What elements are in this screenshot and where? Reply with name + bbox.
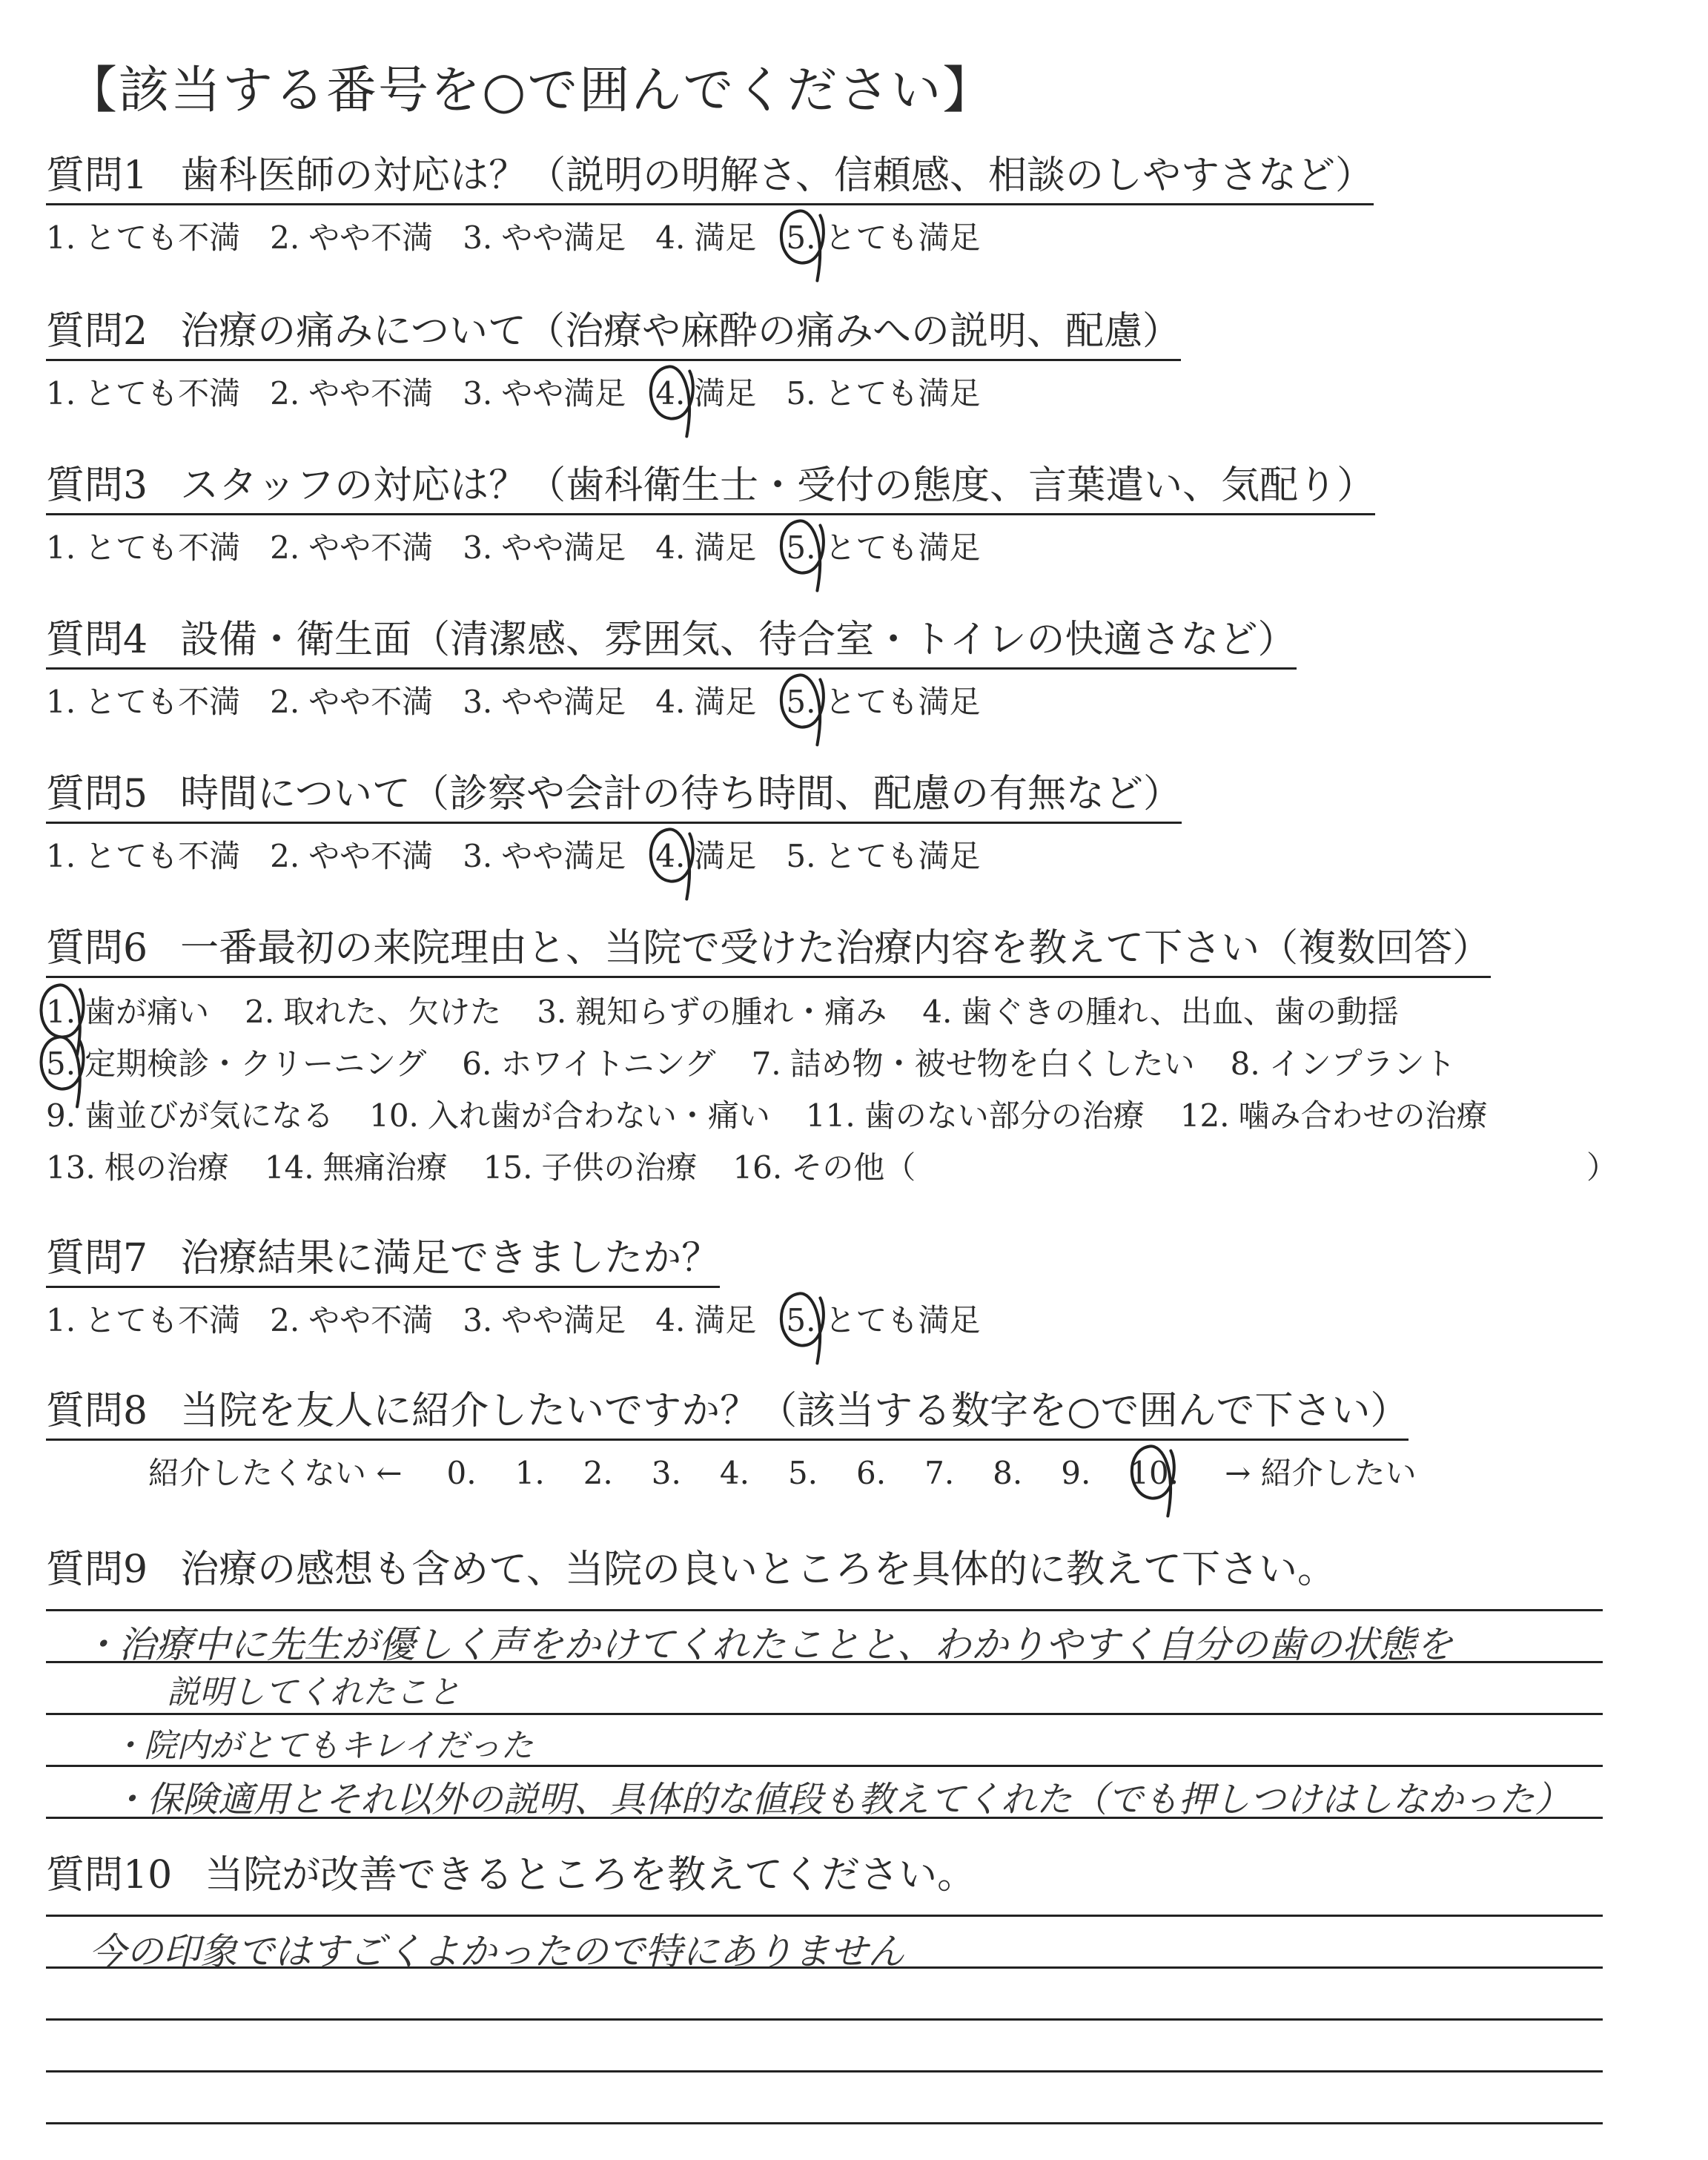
- option-label: やや満足: [501, 838, 626, 874]
- option-1[interactable]: [46, 988, 209, 1032]
- option-4[interactable]: [922, 988, 1399, 1032]
- option-number: 5.: [786, 1302, 816, 1338]
- option-4[interactable]: [655, 369, 756, 414]
- option-label: やや不満: [308, 529, 434, 566]
- question-number: 質問4: [46, 618, 148, 662]
- answer-line: [46, 2018, 1603, 2021]
- option-4[interactable]: [655, 832, 756, 876]
- scale-option-7[interactable]: 7.: [924, 1455, 955, 1491]
- option-number: 1.: [46, 684, 76, 720]
- handwritten-answer: 今の印象ではすごくよかったので特にありません: [89, 1930, 904, 1973]
- question-number: 質問6: [46, 926, 148, 971]
- option-number: 3.: [463, 1302, 493, 1338]
- option-number: 2.: [245, 994, 275, 1030]
- option-14[interactable]: [265, 1143, 448, 1188]
- option-5[interactable]: [786, 214, 980, 258]
- question-6-heading: [46, 927, 1491, 978]
- question-number: 質問10: [46, 1853, 173, 1898]
- option-label: 歯が痛い: [85, 994, 210, 1030]
- option-number: 3.: [463, 684, 493, 720]
- question-text: 当院を友人に紹介したいですか？（該当する数字を○で囲んで下さい）: [180, 1389, 1409, 1433]
- answer-line: [46, 1609, 1603, 1611]
- option-number: 4.: [922, 994, 953, 1030]
- option-number: 2.: [270, 1302, 300, 1338]
- question-8-heading: [46, 1390, 1409, 1441]
- question-number: 質問8: [46, 1389, 148, 1433]
- option-label: やや不満: [308, 375, 434, 412]
- option-3[interactable]: [537, 988, 887, 1032]
- handwritten-answer: 説明してくれたこと: [167, 1674, 460, 1711]
- option-number: 5.: [786, 684, 816, 720]
- question-4-options: [46, 678, 1010, 722]
- question-text: 時間について（診察や会計の待ち時間、配慮の有無など）: [180, 772, 1182, 816]
- option-label: やや不満: [308, 838, 434, 874]
- option-label: 無痛治療: [322, 1149, 448, 1186]
- option-number: 5.: [786, 375, 816, 412]
- scale-option-9[interactable]: 9.: [1061, 1455, 1091, 1491]
- question-6-options-row: [46, 1091, 1523, 1136]
- question-6-options-row: [46, 1143, 951, 1188]
- option-10[interactable]: [369, 1091, 770, 1136]
- option-1[interactable]: [46, 1296, 240, 1341]
- option-label: やや満足: [501, 1302, 626, 1338]
- question-9-heading: [46, 1548, 1336, 1597]
- option-label: インプラント: [1268, 1046, 1456, 1082]
- option-15[interactable]: [483, 1143, 698, 1188]
- option-number: 12.: [1179, 1097, 1230, 1134]
- option-1[interactable]: [46, 369, 240, 414]
- option-4[interactable]: [655, 1296, 756, 1341]
- option-number: 3.: [463, 375, 493, 412]
- question-text: 一番最初の来院理由と、当院で受けた治療内容を教えて下さい（複数回答）: [180, 926, 1492, 971]
- option-label: とても不満: [85, 219, 241, 256]
- option-label: やや不満: [308, 219, 434, 256]
- option-3[interactable]: [463, 1296, 626, 1341]
- question-text: 歯科医師の対応は？（説明の明解さ、信頼感、相談のしやすさなど）: [180, 153, 1374, 198]
- option-2[interactable]: [270, 1296, 433, 1341]
- option-number: 2.: [270, 838, 300, 874]
- option-label: とても満足: [824, 838, 981, 874]
- option-1[interactable]: [46, 678, 240, 722]
- option-5[interactable]: [786, 678, 980, 722]
- option-number: 1.: [46, 219, 76, 256]
- option-7[interactable]: [752, 1040, 1195, 1084]
- option-2[interactable]: [270, 678, 433, 722]
- option-9[interactable]: [46, 1091, 334, 1136]
- option-label: とても満足: [824, 1302, 981, 1338]
- option-number: 7.: [751, 1046, 781, 1082]
- option-16[interactable]: [732, 1143, 916, 1188]
- option-label: 満足: [694, 375, 757, 412]
- option-label: 親知らずの腫れ・痛み: [575, 994, 887, 1030]
- option-label: 歯のない部分の治療: [864, 1097, 1145, 1134]
- scale-option-8[interactable]: 8.: [993, 1455, 1023, 1491]
- option-label: やや不満: [308, 1302, 434, 1338]
- option-number: 2.: [270, 219, 300, 256]
- question-10-heading: [46, 1854, 976, 1903]
- option-3[interactable]: [463, 214, 626, 258]
- option-4[interactable]: [655, 214, 756, 258]
- option-4[interactable]: [655, 524, 756, 568]
- scale-option-0[interactable]: 0.: [446, 1455, 477, 1491]
- option-number: 5.: [786, 219, 816, 256]
- other-close-paren: ）: [1586, 1149, 1618, 1186]
- option-5[interactable]: [46, 1040, 426, 1084]
- question-5-heading: [46, 773, 1182, 824]
- question-6-options-row: [46, 1040, 1492, 1084]
- option-number: 3.: [537, 994, 567, 1030]
- option-number: 3.: [463, 529, 493, 566]
- option-label: とても満足: [824, 219, 981, 256]
- question-number: 質問5: [46, 772, 148, 816]
- question-number: 質問1: [46, 153, 148, 198]
- question-2-heading: [46, 310, 1181, 361]
- option-label: 根の治療: [104, 1149, 229, 1186]
- option-number: 1.: [46, 375, 76, 412]
- page-title: 【該当する番号を○で囲んでください】: [67, 62, 995, 120]
- option-2[interactable]: [270, 369, 433, 414]
- question-text: 治療結果に満足できましたか？: [180, 1236, 721, 1281]
- answer-line: [46, 1915, 1603, 1917]
- option-3[interactable]: [463, 678, 626, 722]
- scale-option-6[interactable]: 6.: [856, 1455, 887, 1491]
- option-5[interactable]: [786, 369, 980, 414]
- option-number: 13.: [46, 1149, 96, 1186]
- option-number: 2.: [270, 375, 300, 412]
- question-2-options: [46, 369, 1010, 414]
- option-label: とても不満: [85, 375, 241, 412]
- option-number: 4.: [655, 838, 686, 874]
- option-number: 5.: [46, 1046, 76, 1082]
- option-label: やや満足: [501, 375, 626, 412]
- handwritten-answer: ・院内がとてもキレイだった: [111, 1727, 534, 1765]
- option-label: その他（: [791, 1149, 916, 1186]
- question-text: スタッフの対応は？（歯科衛生士・受付の態度、言葉遣い、気配り）: [180, 463, 1376, 508]
- scale-option-10[interactable]: 10.: [1129, 1455, 1179, 1491]
- question-1-heading: [46, 154, 1374, 205]
- question-3-options: [46, 524, 1010, 568]
- option-1[interactable]: [46, 524, 240, 568]
- question-number: 質問9: [46, 1548, 148, 1592]
- option-number: 3.: [463, 219, 493, 256]
- question-7-heading: [46, 1237, 720, 1288]
- option-number: 6.: [462, 1046, 492, 1082]
- option-number: 15.: [483, 1149, 533, 1186]
- option-label: 満足: [694, 529, 757, 566]
- option-12[interactable]: [1180, 1091, 1488, 1136]
- option-label: とても不満: [85, 684, 241, 720]
- answer-line: [46, 1713, 1603, 1715]
- question-number: 質問3: [46, 463, 148, 508]
- option-number: 9.: [46, 1097, 76, 1134]
- question-6-options-row: [46, 988, 1434, 1032]
- option-number: 3.: [463, 838, 493, 874]
- option-label: とても満足: [824, 375, 981, 412]
- option-3[interactable]: [463, 524, 626, 568]
- option-5[interactable]: [786, 524, 980, 568]
- option-8[interactable]: [1231, 1040, 1456, 1084]
- option-2[interactable]: [245, 988, 501, 1032]
- option-label: やや満足: [501, 529, 626, 566]
- option-label: 満足: [694, 1302, 757, 1338]
- question-number: 質問2: [46, 309, 148, 354]
- handwritten-answer: ・保険適用とそれ以外の説明、具体的な値段も教えてくれた（でも押しつけはしなかった）: [111, 1779, 1571, 1820]
- option-11[interactable]: [806, 1091, 1145, 1136]
- option-4[interactable]: [655, 678, 756, 722]
- question-text: 設備・衛生面（清潔感、雰囲気、待合室・トイレの快適さなど）: [180, 618, 1297, 662]
- scale-right-label: → 紹介したい: [1225, 1455, 1417, 1491]
- question-text: 治療の痛みについて（治療や麻酔の痛みへの説明、配慮）: [180, 309, 1182, 354]
- option-number: 16.: [732, 1149, 783, 1186]
- option-number: 8.: [1230, 1046, 1260, 1082]
- option-number: 1.: [46, 1302, 76, 1338]
- option-2[interactable]: [270, 214, 433, 258]
- option-label: 定期検診・クリーニング: [85, 1046, 427, 1082]
- option-number: 1.: [46, 994, 76, 1030]
- option-1[interactable]: [46, 832, 240, 876]
- option-label: 満足: [694, 219, 757, 256]
- option-label: とても不満: [85, 529, 241, 566]
- option-number: 5.: [786, 529, 816, 566]
- option-3[interactable]: [463, 369, 626, 414]
- option-label: とても満足: [824, 529, 981, 566]
- question-1-options: [46, 214, 1010, 258]
- option-number: 4.: [655, 684, 686, 720]
- question-4-heading: [46, 618, 1297, 670]
- scale-left-label: 紹介したくない ←: [148, 1455, 403, 1491]
- option-6[interactable]: [462, 1040, 715, 1084]
- option-number: 1.: [46, 529, 76, 566]
- option-5[interactable]: [786, 832, 980, 876]
- option-label: 子供の治療: [541, 1149, 698, 1186]
- option-label: 歯並びが気になる: [85, 1097, 334, 1134]
- option-label: やや満足: [501, 219, 626, 256]
- scale-option-5[interactable]: 5.: [787, 1455, 818, 1491]
- question-3-heading: [46, 464, 1375, 515]
- option-label: 満足: [694, 684, 757, 720]
- option-label: 取れた、欠けた: [283, 994, 502, 1030]
- question-7-options: [46, 1296, 1010, 1341]
- option-2[interactable]: [270, 832, 433, 876]
- scale-option-4[interactable]: 4.: [719, 1455, 749, 1491]
- option-label: とても不満: [85, 838, 241, 874]
- option-5[interactable]: [786, 1296, 980, 1341]
- option-number: 4.: [655, 219, 686, 256]
- option-label: とても満足: [824, 684, 981, 720]
- option-label: やや不満: [308, 684, 434, 720]
- option-number: 4.: [655, 375, 686, 412]
- handwritten-answer: ・治療中に先生が優しく声をかけてくれたことと、わかりやすく自分の歯の状態を: [82, 1623, 1453, 1666]
- option-number: 1.: [46, 838, 76, 874]
- option-number: 4.: [655, 529, 686, 566]
- option-label: 歯ぐきの腫れ、出血、歯の動揺: [961, 994, 1399, 1030]
- question-text: 治療の感想も含めて、当院の良いところを具体的に教えて下さい。: [180, 1548, 1337, 1592]
- option-number: 10.: [369, 1097, 419, 1134]
- option-3[interactable]: [463, 832, 626, 876]
- option-number: 11.: [805, 1097, 855, 1134]
- answer-line: [46, 2070, 1603, 2073]
- option-2[interactable]: [270, 524, 433, 568]
- option-1[interactable]: [46, 214, 240, 258]
- scale-option-2[interactable]: 2.: [583, 1455, 613, 1491]
- option-number: 4.: [655, 1302, 686, 1338]
- scale-option-3[interactable]: 3.: [651, 1455, 681, 1491]
- option-number: 2.: [270, 529, 300, 566]
- answer-line: [46, 2122, 1603, 2124]
- option-label: 噛み合わせの治療: [1238, 1097, 1488, 1134]
- option-number: 5.: [786, 838, 816, 874]
- question-text: 当院が改善できるところを教えてください。: [205, 1853, 976, 1898]
- option-label: やや満足: [501, 684, 626, 720]
- question-5-options: [46, 832, 1010, 876]
- option-number: 14.: [264, 1149, 314, 1186]
- option-number: 2.: [270, 684, 300, 720]
- question-number: 質問7: [46, 1236, 148, 1281]
- option-label: 入れ歯が合わない・痛い: [427, 1097, 770, 1134]
- option-label: ホワイトニング: [500, 1046, 716, 1082]
- option-13[interactable]: [46, 1143, 229, 1188]
- scale-option-1[interactable]: 1.: [514, 1455, 545, 1491]
- option-label: 詰め物・被せ物を白くしたい: [790, 1046, 1195, 1082]
- option-label: 満足: [694, 838, 757, 874]
- recommend-scale: [148, 1449, 1417, 1493]
- option-label: とても不満: [85, 1302, 241, 1338]
